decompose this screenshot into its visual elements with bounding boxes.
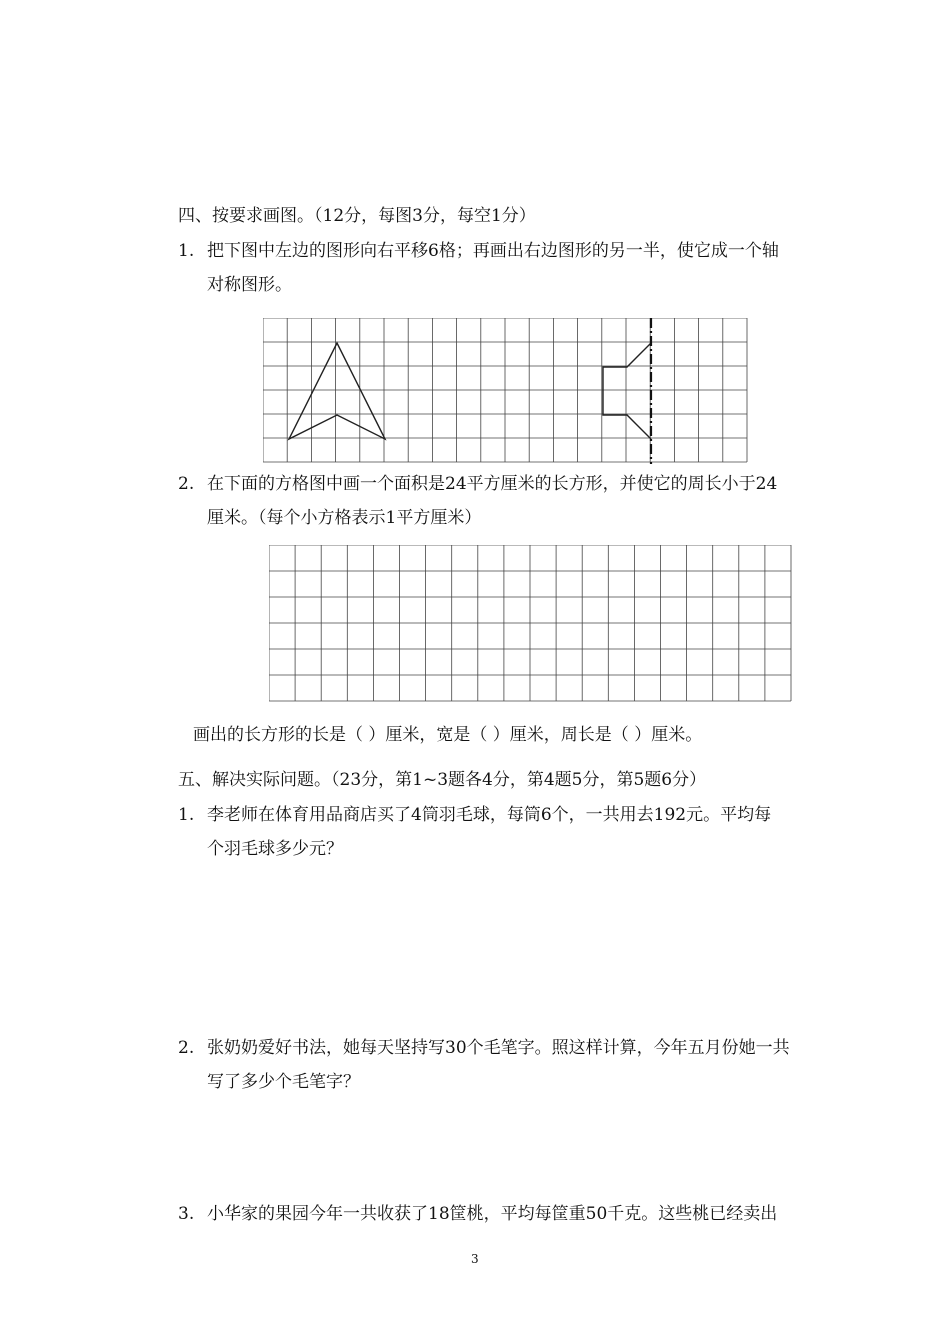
question-text-line: 小华家的果园今年一共收获了18筐桃，平均每筐重50千克。这些桃已经卖出	[207, 1204, 778, 1224]
question-number: 2.	[178, 474, 195, 494]
page-number: 3	[471, 1252, 479, 1266]
section5-heading: 五、解决实际问题。（23分，第1~3题各4分，第4题5分，第5题6分）	[178, 770, 707, 790]
question-text-line: 厘米。（每个小方格表示1平方厘米）	[207, 508, 482, 528]
question-text-line: 写了多少个毛笔字？	[207, 1072, 360, 1092]
drawing-grid	[269, 545, 793, 703]
question-number: 3.	[178, 1204, 195, 1224]
translation-grid	[263, 318, 749, 464]
question-text-line: 把下图中左边的图形向右平移6格；再画出右边图形的另一半，使它成一个轴	[207, 241, 779, 261]
question-text-line: 个羽毛球多少元？	[207, 839, 343, 859]
question-text-line: 在下面的方格图中画一个面积是24平方厘米的长方形，并使它的周长小于24	[207, 474, 778, 494]
question-number: 1.	[178, 241, 195, 261]
half-shape	[603, 343, 651, 439]
question-text-line: 张奶奶爱好书法，她每天坚持写30个毛笔字。照这样计算，今年五月份她一共	[207, 1038, 790, 1058]
question-text-line: 李老师在体育用品商店买了4筒羽毛球，每筒6个，一共用去192元。平均每	[207, 805, 772, 825]
section4-heading: 四、按要求画图。（12分，每图3分，每空1分）	[178, 206, 536, 226]
question-text-line: 对称图形。	[207, 275, 292, 295]
question-number: 2.	[178, 1038, 195, 1058]
question-number: 1.	[178, 805, 195, 825]
answer-line: 画出的长方形的长是（ ）厘米，宽是（ ）厘米，周长是（ ）厘米。	[193, 725, 703, 745]
arrow-shape	[289, 343, 385, 439]
